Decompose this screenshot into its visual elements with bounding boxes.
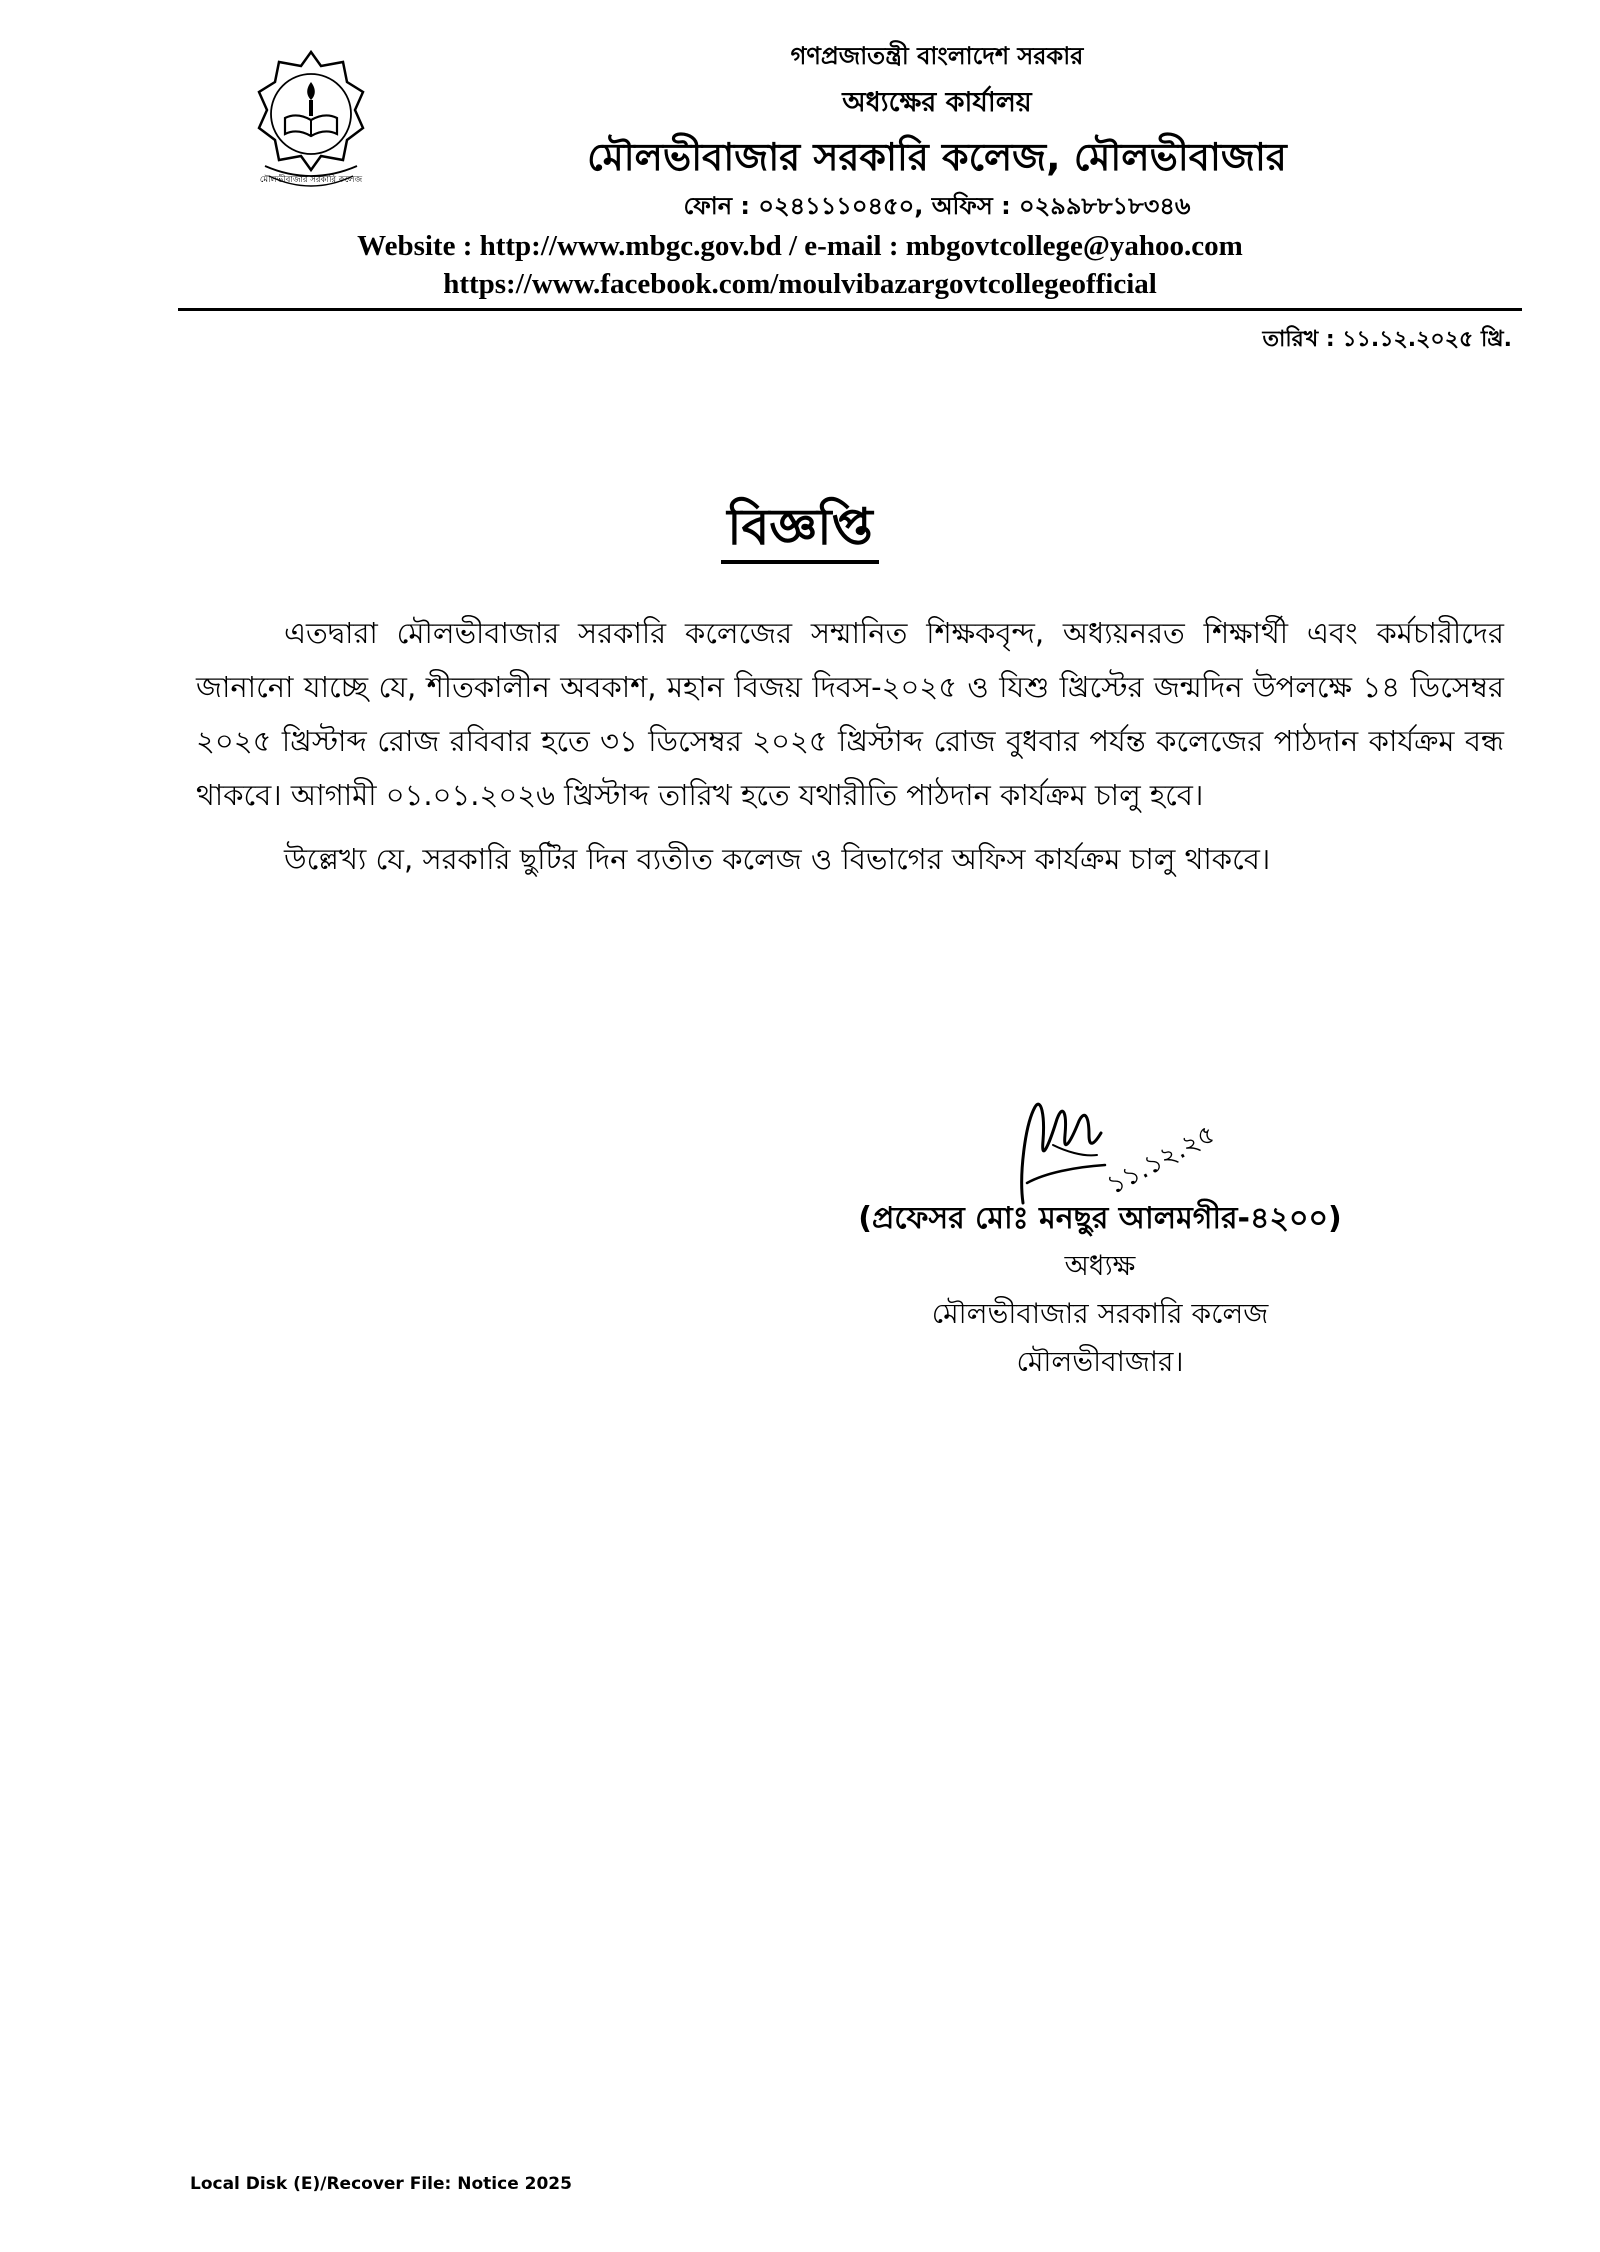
facebook-link: https://www.facebook.com/moulvibazargovtcollegeofficial xyxy=(443,268,1157,300)
signatory-designation: অধ্যক্ষ xyxy=(1064,1249,1136,1282)
file-path-footer: Local Disk (E)/Recover File: Notice 2025 xyxy=(190,2174,572,2194)
logo-ribbon-text: মৌলভীবাজার সরকারি কলেজ xyxy=(259,175,363,185)
signature-block xyxy=(820,1196,1380,1386)
notice-title xyxy=(0,490,1600,573)
notice-paragraph-2: উল্লেখ্য যে, সরকারি ছুটির দিন ব্যতীত কলেজ ও বিভাগের অফিস কার্যক্রম চালু থাকবে। xyxy=(284,842,1271,876)
notice-body xyxy=(196,606,1504,886)
office-name: অধ্যক্ষের কার্যালয় xyxy=(842,87,1032,118)
header-divider xyxy=(178,308,1522,311)
website-email-line: Website : http://www.mbgc.gov.bd / e-mail : mbgovtcollege@yahoo.com xyxy=(357,230,1243,262)
college-name: মৌলভীবাজার সরকারি কলেজ, মৌলভীবাজার xyxy=(587,135,1287,179)
signatory-institution: মৌলভীবাজার সরকারি কলেজ xyxy=(931,1297,1269,1330)
signatory-name: (প্রফেসর মোঃ মনছুর আলমগীর-৪২০০) xyxy=(858,1201,1342,1236)
signature-date: ১১.১২.২৫ xyxy=(1102,1119,1221,1201)
notice-date: তারিখ : ১১.১২.২০২৫ খ্রি. xyxy=(1262,327,1512,352)
notice-title-text: বিজ্ঞপ্তি xyxy=(721,498,878,564)
notice-paragraph-1: এতদ্বারা মৌলভীবাজার সরকারি কলেজের সম্মানিত শিক্ষকবৃন্দ, অধ্যয়নরত শিক্ষার্থী এবং কর্মচারীদের জানানো যাচ্ছে যে, শীতকালীন অবকাশ, মহান বিজয় দিবস-২০২৫ ও যিশু খ্রিস্টের জন্মদিন উপলক্ষে ১৪ ডিসেম্বর ২০২৫ খ্রিস্টাব্দ রোজ রবিবার হতে ৩১ ডিসেম্বর ২০২৫ খ্রিস্টাব্দ রোজ বুধবার পর্যন্ত কলেজের পাঠদান কার্যক্রম বন্ধ থাকবে। আগামী ০১.০১.২০২৬ খ্রিস্টাব্দ তারিখ হতে যথারীতি পাঠদান কার্যক্রম চালু হবে। xyxy=(196,616,1504,812)
signatory-location: মৌলভীবাজার। xyxy=(1016,1345,1184,1378)
phone-numbers: ফোন : ০২৪১১১০৪৫০, অফিস : ০২৯৯৮৮১৮৩৪৬ xyxy=(683,192,1191,220)
government-name: গণপ্রজাতন্ত্রী বাংলাদেশ সরকার xyxy=(790,42,1084,70)
